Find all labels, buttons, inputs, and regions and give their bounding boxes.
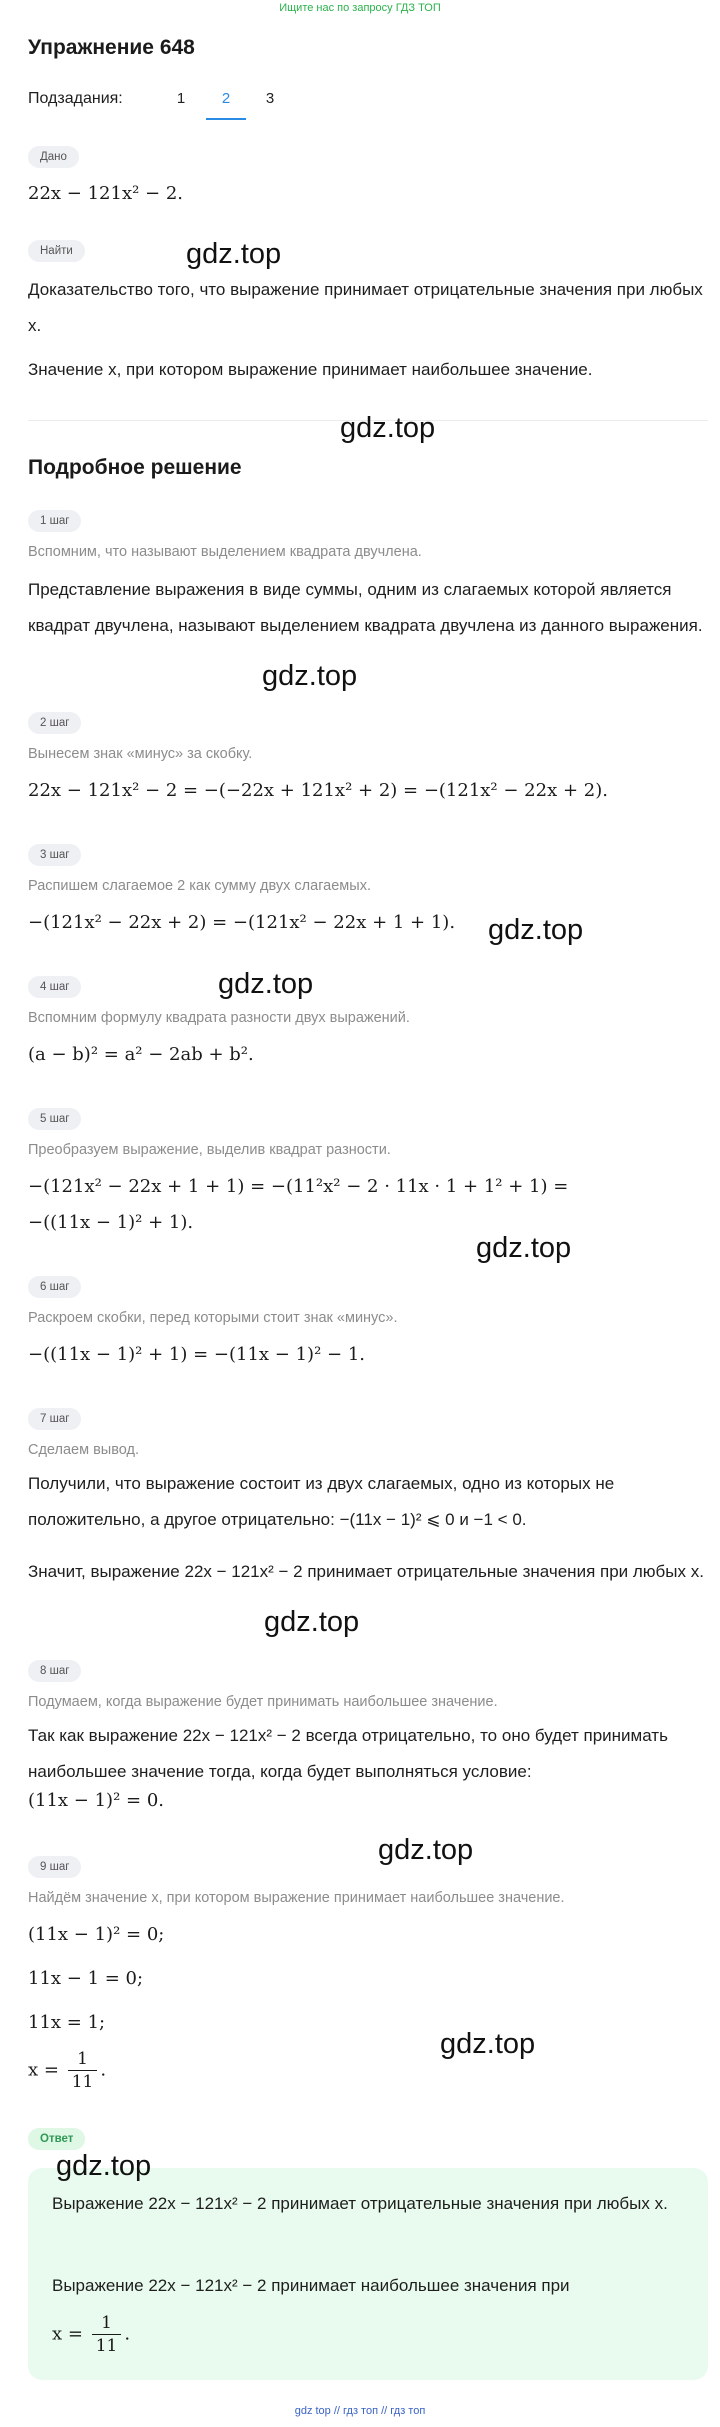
answer-denominator: 11: [95, 2336, 118, 2356]
step-2-note: Вынесем знак «минус» за скобку.: [28, 746, 253, 762]
step-4-badge: 4 шаг: [28, 976, 81, 998]
step-9-denominator: 11: [71, 2072, 94, 2092]
step-9-badge: 9 шаг: [28, 1856, 81, 1878]
answer-box: [28, 2168, 708, 2380]
answer-x-value: [52, 2312, 130, 2357]
step-8-badge: 8 шаг: [28, 1660, 81, 1682]
tab-2[interactable]: 2: [206, 88, 246, 120]
watermark: gdz.top: [340, 412, 436, 444]
step-5-badge: 5 шаг: [28, 1108, 81, 1130]
step-5-note: Преобразуем выражение, выделив квадрат разности.: [28, 1142, 391, 1158]
find-badge: Найти: [28, 240, 85, 262]
step-8-text: Так как выражение 22x − 121x² − 2 всегда отрицательно, то оно будет принимать наибольшее значение тогда, когда будет выполняться условие:: [28, 1726, 668, 1781]
step-6-note: Раскроем скобки, перед которыми стоит знак «минус».: [28, 1310, 398, 1326]
watermark: gdz.top: [186, 238, 282, 270]
answer-badge: Ответ: [28, 2128, 85, 2150]
watermark: gdz.top: [218, 968, 314, 1000]
step-7-text-2: Значит, выражение 22x − 121x² − 2 принимает отрицательные значения при любых x.: [28, 1562, 704, 1581]
find-line-2: Значение x, при котором выражение принимает наибольшее значение.: [28, 360, 593, 379]
step-1-text: Представление выражения в виде суммы, одним из слагаемых которой является квадрат двучлена, называют выделением квадрата двучлена из данного выражения.: [28, 580, 703, 635]
step-5-math-1: −(121x² − 22x + 1 + 1) = −(11²x² − 2 · 11x · 1 + 1² + 1) =: [28, 1176, 569, 1197]
step-6-badge: 6 шаг: [28, 1276, 81, 1298]
step-9-period: .: [100, 2059, 107, 2081]
step-7-badge: 7 шаг: [28, 1408, 81, 1430]
step-9-math-1: (11x − 1)² = 0;: [28, 1924, 165, 1945]
step-7-note: Сделаем вывод.: [28, 1442, 140, 1458]
step-8-math: (11x − 1)² = 0.: [28, 1790, 164, 1811]
step-9-fraction: [68, 2048, 98, 2093]
step-8-note: Подумаем, когда выражение будет принимать наибольшее значение.: [28, 1694, 498, 1710]
given-badge: Дано: [28, 146, 79, 168]
step-9-x-eq: x =: [28, 2059, 59, 2081]
answer-numerator: 1: [92, 2312, 122, 2335]
step-6-math: −((11x − 1)² + 1) = −(11x − 1)² − 1.: [28, 1344, 365, 1365]
subtasks-tabs: [28, 86, 688, 122]
step-2-badge: 2 шаг: [28, 712, 81, 734]
watermark: gdz.top: [440, 2028, 536, 2060]
step-1-badge: 1 шаг: [28, 510, 81, 532]
watermark: gdz.top: [476, 1232, 572, 1264]
search-hint-link[interactable]: Ищите нас по запросу ГДЗ ТОП: [279, 2, 441, 14]
step-4-note: Вспомним формулу квадрата разности двух выражений.: [28, 1010, 410, 1026]
step-3-note: Распишем слагаемое 2 как сумму двух слагаемых.: [28, 878, 371, 894]
step-2-math: 22x − 121x² − 2 = −(−22x + 121x² + 2) = −(121x² − 22x + 2).: [28, 780, 608, 801]
watermark: gdz.top: [264, 1606, 360, 1638]
step-9-math-4: [28, 2048, 106, 2093]
watermark: gdz.top: [56, 2150, 152, 2182]
step-7-text-1: Получили, что выражение состоит из двух слагаемых, одно из которых не положительно, а другое отрицательно: −(11x − 1)² ⩽ 0 и −1 < 0.: [28, 1474, 615, 1529]
page-title: Упражнение 648: [28, 36, 195, 59]
step-9-note: Найдём значение x, при котором выражение принимает наибольшее значение.: [28, 1890, 565, 1906]
tab-3[interactable]: 3: [265, 90, 275, 107]
find-line-1: Доказательство того, что выражение принимает отрицательные значения при любых x.: [28, 280, 703, 335]
step-1-note: Вспомним, что называют выделением квадрата двучлена.: [28, 544, 422, 560]
watermark: gdz.top: [488, 914, 584, 946]
step-4-math: (a − b)² = a² − 2ab + b².: [28, 1044, 254, 1065]
answer-fraction: [92, 2312, 122, 2357]
subtasks-label: Подзадания:: [28, 90, 123, 107]
watermark: gdz.top: [262, 660, 358, 692]
answer-line-2: Выражение 22x − 121x² − 2 принимает наибольшее значения при: [52, 2276, 570, 2295]
watermark: gdz.top: [378, 1834, 474, 1866]
step-3-math: −(121x² − 22x + 2) = −(121x² − 22x + 1 + 1).: [28, 912, 456, 933]
step-9-numerator: 1: [68, 2048, 98, 2071]
step-5-math-2: −((11x − 1)² + 1).: [28, 1212, 194, 1233]
answer-x-eq: x =: [52, 2323, 83, 2345]
footer-links[interactable]: gdz top // гдз топ // гдз топ: [294, 2405, 426, 2417]
answer-period: .: [124, 2323, 131, 2345]
step-9-math-2: 11x − 1 = 0;: [28, 1968, 144, 1989]
tab-1[interactable]: 1: [176, 90, 186, 107]
step-3-badge: 3 шаг: [28, 844, 81, 866]
step-9-math-3: 11x = 1;: [28, 2012, 106, 2033]
solution-title: Подробное решение: [28, 456, 242, 479]
given-expression: 22x − 121x² − 2.: [28, 183, 184, 204]
answer-line-1: Выражение 22x − 121x² − 2 принимает отрицательные значения при любых x.: [52, 2194, 668, 2213]
